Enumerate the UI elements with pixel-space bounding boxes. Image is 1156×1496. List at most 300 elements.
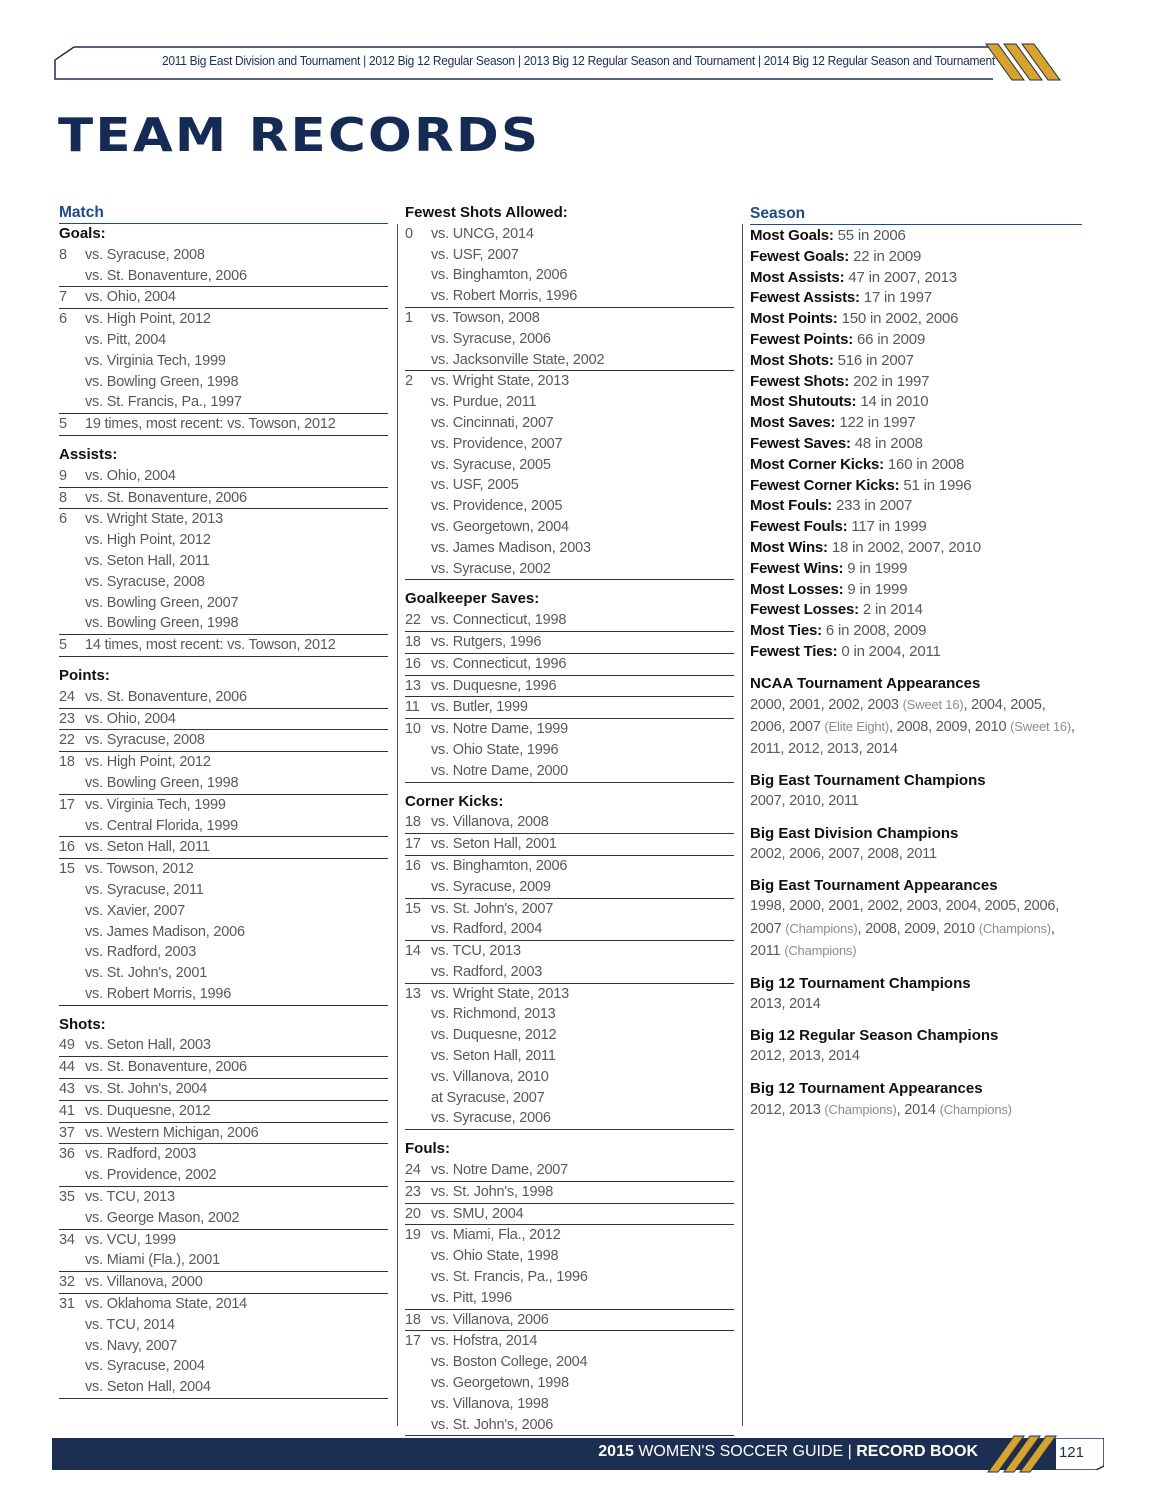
record-value: 10 [405, 721, 421, 738]
record-row [59, 266, 388, 287]
season-record-label: Most Saves: [750, 414, 836, 432]
record-value [59, 330, 85, 351]
achievement-note: (Sweet 16) [1010, 719, 1072, 735]
record-value: 18 [405, 633, 421, 650]
record-row [59, 1336, 388, 1357]
record-row [405, 434, 734, 455]
record-row [405, 719, 734, 740]
record-row [405, 224, 734, 245]
record-row [59, 752, 388, 773]
record-opponent: vs. Seton Hall, 2004 [85, 1379, 211, 1396]
season-record-label: Most Points: [750, 310, 838, 328]
record-row [59, 837, 388, 858]
achievement-text: , 2011 [750, 920, 1055, 960]
record-group [405, 1310, 734, 1332]
record-row [405, 834, 734, 855]
achievement-text: 2012, 2013, 2014 [750, 1048, 860, 1065]
record-opponent: vs. Notre Dame, 1999 [431, 721, 569, 738]
record-row [59, 635, 388, 656]
season-record-label: Most Corner Kicks: [750, 455, 884, 473]
footer-separator: | [847, 1443, 852, 1460]
season-record-label: Fewest Ties: [750, 642, 838, 660]
record-value [405, 1288, 431, 1309]
season-record-value: 2 in 2014 [862, 601, 923, 619]
record-value: 5 [59, 416, 67, 433]
record-row [405, 1025, 734, 1046]
record-row [405, 1373, 734, 1394]
record-row [405, 1352, 734, 1373]
record-opponent: vs. St. Bonaventure, 2006 [85, 1059, 247, 1076]
record-row [59, 1144, 388, 1165]
record-value [405, 475, 431, 496]
record-row [405, 654, 734, 675]
record-value: 18 [405, 814, 421, 831]
gold-stripes-logo [984, 40, 1064, 84]
record-opponent: vs. Ohio, 2004 [85, 710, 176, 727]
record-row [405, 286, 734, 307]
record-group [405, 984, 734, 1131]
record-opponent: vs. Boston College, 2004 [431, 1354, 588, 1371]
record-value [59, 901, 85, 922]
record-value [59, 1315, 85, 1336]
record-opponent: vs. Rutgers, 1996 [431, 633, 542, 650]
record-value [59, 773, 85, 794]
record-row [59, 1356, 388, 1377]
record-row [405, 245, 734, 266]
match-records-column [59, 203, 388, 1399]
achievement-title: Big 12 Tournament Champions [750, 974, 971, 992]
record-opponent: vs. Duquesne, 1996 [431, 677, 557, 694]
record-opponent: vs. Villanova, 2006 [431, 1311, 549, 1328]
achievement-text: , 2014 [896, 1101, 940, 1118]
record-row [59, 593, 388, 614]
record-value [59, 1250, 85, 1271]
record-value: 16 [59, 839, 75, 856]
record-value [405, 1394, 431, 1415]
season-record-value: 150 in 2002, 2006 [841, 310, 959, 328]
season-record-row [750, 476, 1082, 497]
record-opponent: vs. Purdue, 2011 [431, 394, 537, 411]
record-group [59, 245, 388, 288]
record-group [405, 697, 734, 719]
section-gap [59, 657, 388, 666]
record-row [59, 984, 388, 1005]
record-opponent: vs. USF, 2007 [431, 246, 519, 263]
record-group [59, 837, 388, 859]
record-row [59, 351, 388, 372]
achievement-years [750, 994, 1082, 1016]
record-group [405, 1331, 734, 1436]
record-opponent: vs. Villanova, 2010 [431, 1068, 549, 1085]
record-opponent: vs. Navy, 2007 [85, 1337, 178, 1354]
record-opponent: vs. Bowling Green, 1998 [85, 615, 239, 632]
record-row [405, 413, 734, 434]
record-row [59, 1035, 388, 1056]
record-row [405, 559, 734, 580]
record-value [405, 1415, 431, 1436]
record-group [59, 635, 388, 657]
record-row [405, 475, 734, 496]
record-value [405, 877, 431, 898]
record-row [59, 1187, 388, 1208]
record-opponent: vs. TCU, 2014 [85, 1316, 175, 1333]
record-opponent: vs. Connecticut, 1996 [431, 655, 567, 672]
record-row [59, 551, 388, 572]
record-group [59, 795, 388, 838]
record-row [59, 816, 388, 837]
record-group [405, 812, 734, 834]
record-value [405, 1025, 431, 1046]
achievement-text: , 2011, 2012, 2013, 2014 [750, 719, 1075, 757]
season-record-row [750, 496, 1082, 517]
season-record-row [750, 642, 1082, 663]
record-opponent: 14 times, most recent: vs. Towson, 2012 [85, 637, 336, 654]
season-record-row [750, 621, 1082, 642]
record-row [405, 812, 734, 833]
record-row [59, 730, 388, 751]
season-record-row [750, 351, 1082, 372]
footer-title [598, 1443, 978, 1461]
record-value [405, 1373, 431, 1394]
season-record-row [750, 226, 1082, 247]
record-row [59, 1272, 388, 1293]
season-record-value: 9 in 1999 [847, 580, 908, 598]
record-value: 31 [59, 1296, 75, 1313]
record-value: 11 [405, 699, 420, 716]
record-value [59, 593, 85, 614]
season-record-value: 22 in 2009 [853, 247, 922, 265]
record-row [59, 1101, 388, 1122]
record-row [405, 517, 734, 538]
record-opponent: vs. SMU, 2004 [431, 1205, 524, 1222]
footer-record-book: RECORD BOOK [851, 1443, 978, 1460]
season-record-label: Fewest Fouls: [750, 518, 848, 536]
record-group [405, 1225, 734, 1309]
record-opponent: vs. Syracuse, 2009 [431, 878, 551, 895]
record-group [59, 1187, 388, 1230]
column-divider [742, 224, 743, 1426]
record-value [405, 761, 431, 782]
record-row [405, 1267, 734, 1288]
achievement-text: , 2008, 2009, 2010 [857, 920, 979, 937]
achievement-title: Big 12 Tournament Appearances [750, 1079, 983, 1097]
record-opponent: vs. Ohio State, 1998 [431, 1248, 559, 1265]
record-value: 13 [405, 677, 421, 694]
footer-stripes-logo [984, 1434, 1064, 1474]
record-group [405, 941, 734, 984]
match-sections-2 [405, 203, 734, 1436]
record-value: 23 [405, 1183, 421, 1200]
season-record-row [750, 517, 1082, 538]
record-row [405, 962, 734, 983]
achievement-title: Big East Tournament Appearances [750, 877, 998, 895]
record-group [59, 414, 388, 436]
record-opponent: vs. Seton Hall, 2011 [85, 552, 210, 569]
footer-bar [52, 1438, 1104, 1470]
record-row [59, 922, 388, 943]
record-opponent: vs. Robert Morris, 1996 [85, 985, 232, 1002]
record-value [59, 572, 85, 593]
record-group [405, 1182, 734, 1204]
season-record-value: 55 in 2006 [837, 227, 906, 244]
record-value: 22 [405, 612, 421, 629]
record-opponent: vs. Seton Hall, 2001 [431, 836, 557, 853]
record-group [59, 1144, 388, 1187]
record-value: 8 [59, 489, 67, 506]
season-record-label: Fewest Goals: [750, 247, 850, 265]
season-record-label: Fewest Assists: [750, 289, 860, 307]
record-value [405, 434, 431, 455]
record-group [59, 1230, 388, 1273]
record-row [405, 1004, 734, 1025]
record-opponent: vs. Virginia Tech, 1999 [85, 796, 226, 813]
season-record-label: Most Fouls: [750, 497, 832, 515]
record-group [59, 1079, 388, 1101]
record-value: 15 [405, 900, 421, 917]
record-value [59, 1165, 85, 1186]
record-value [59, 613, 85, 634]
record-opponent: vs. Syracuse, 2006 [431, 1110, 551, 1127]
record-row [59, 880, 388, 901]
season-record-value: 0 in 2004, 2011 [841, 642, 941, 660]
record-value [59, 963, 85, 984]
record-opponent: vs. Georgetown, 2004 [431, 518, 569, 535]
season-record-row [750, 559, 1082, 580]
match-heading: Match [59, 203, 388, 224]
achievement-years [750, 896, 1082, 963]
record-row [405, 676, 734, 697]
season-record-label: Most Goals: [750, 227, 834, 244]
record-value [59, 351, 85, 372]
section-gap [59, 436, 388, 445]
record-row [405, 610, 734, 631]
record-opponent: vs. Ohio, 2004 [85, 467, 176, 484]
record-value [405, 919, 431, 940]
record-row [405, 1067, 734, 1088]
record-value: 0 [405, 225, 413, 242]
record-value [59, 372, 85, 393]
record-section-title: Goalkeeper Saves: [405, 590, 540, 608]
record-value: 49 [59, 1037, 75, 1054]
record-row [59, 392, 388, 413]
record-opponent: vs. Radford, 2003 [85, 1146, 197, 1163]
record-opponent: vs. High Point, 2012 [85, 311, 211, 328]
record-row [405, 1088, 734, 1109]
achievement-title: Big 12 Regular Season Champions [750, 1027, 999, 1045]
record-value [59, 266, 85, 287]
record-value [405, 559, 431, 580]
record-value: 16 [405, 655, 421, 672]
record-row [405, 1182, 734, 1203]
achievement-years [750, 844, 1082, 866]
season-record-label: Most Wins: [750, 538, 828, 556]
season-record-row [750, 247, 1082, 268]
achievement-years [750, 1099, 1082, 1122]
record-group [59, 287, 388, 309]
record-row [59, 466, 388, 487]
season-record-value: 9 in 1999 [847, 559, 908, 577]
section-gap [405, 580, 734, 589]
record-row [59, 1315, 388, 1336]
record-row [59, 488, 388, 509]
record-row [59, 687, 388, 708]
season-record-label: Most Assists: [750, 268, 845, 286]
season-record-row [750, 309, 1082, 330]
achievement-title: Big East Tournament Champions [750, 772, 986, 790]
record-row [405, 455, 734, 476]
record-row [59, 245, 388, 266]
season-record-label: Fewest Points: [750, 330, 854, 348]
record-opponent: vs. Bowling Green, 2007 [85, 594, 239, 611]
record-value [405, 496, 431, 517]
record-group [59, 1057, 388, 1079]
record-opponent: vs. George Mason, 2002 [85, 1209, 240, 1226]
section-gap [59, 1006, 388, 1015]
achievement-text: 2012, 2013 [750, 1101, 825, 1118]
record-row [405, 1225, 734, 1246]
record-group [59, 488, 388, 510]
achievement-text: 2000, 2001, 2002, 2003 [750, 696, 903, 713]
record-row [59, 859, 388, 880]
record-opponent: vs. Binghamton, 2006 [431, 267, 568, 284]
record-value [405, 413, 431, 434]
record-opponent: vs. Wright State, 2013 [431, 985, 569, 1002]
record-opponent: vs. Providence, 2007 [431, 435, 563, 452]
record-opponent: 19 times, most recent: vs. Towson, 2012 [85, 416, 336, 433]
record-value [59, 530, 85, 551]
record-opponent: vs. Virginia Tech, 1999 [85, 352, 226, 369]
record-opponent: vs. St. Bonaventure, 2006 [85, 489, 247, 506]
record-row [59, 1123, 388, 1144]
record-value: 41 [59, 1102, 75, 1119]
record-value: 5 [59, 637, 67, 654]
record-group [59, 466, 388, 488]
season-record-label: Fewest Shots: [750, 372, 850, 390]
season-record-label: Fewest Wins: [750, 559, 844, 577]
record-value [405, 265, 431, 286]
record-group [405, 834, 734, 856]
season-record-value: 160 in 2008 [887, 455, 965, 473]
record-group [59, 1294, 388, 1399]
record-value: 43 [59, 1081, 75, 1098]
record-opponent: vs. St. John's, 2001 [85, 965, 208, 982]
record-opponent: vs. Providence, 2002 [85, 1167, 217, 1184]
record-opponent: vs. Duquesne, 2012 [85, 1102, 211, 1119]
record-group [59, 1272, 388, 1294]
season-record-value: 48 in 2008 [854, 434, 923, 452]
record-group [59, 1123, 388, 1145]
season-record-value: 6 in 2008, 2009 [825, 622, 927, 640]
record-opponent: vs. St. Francis, Pa., 1997 [85, 394, 242, 411]
record-opponent: vs. Syracuse, 2008 [85, 573, 205, 590]
record-row [405, 1108, 734, 1129]
season-record-label: Fewest Saves: [750, 434, 851, 452]
record-row [59, 1377, 388, 1398]
record-row [59, 1208, 388, 1229]
record-value: 36 [59, 1146, 75, 1163]
record-value: 17 [405, 1333, 421, 1350]
record-row [405, 1288, 734, 1309]
record-opponent: vs. Syracuse, 2004 [85, 1358, 205, 1375]
record-section-title: Fouls: [405, 1140, 450, 1158]
record-opponent: vs. VCU, 1999 [85, 1231, 176, 1248]
season-record-value: 17 in 1997 [863, 289, 932, 307]
record-row [405, 371, 734, 392]
record-row [405, 392, 734, 413]
record-value: 18 [59, 754, 75, 771]
record-value [59, 1377, 85, 1398]
achievement-text: 2013, 2014 [750, 995, 821, 1012]
record-row [59, 963, 388, 984]
record-row [59, 572, 388, 593]
record-row [59, 1250, 388, 1271]
record-opponent: vs. Villanova, 2008 [431, 814, 549, 831]
record-row [59, 414, 388, 435]
record-row [59, 1230, 388, 1251]
record-opponent: vs. Jacksonville State, 2002 [431, 351, 605, 368]
record-section-title: Fewest Shots Allowed: [405, 204, 568, 221]
record-group [405, 899, 734, 942]
record-group [405, 610, 734, 632]
record-row [405, 350, 734, 371]
record-opponent: vs. Radford, 2003 [85, 944, 197, 961]
record-opponent: vs. TCU, 2013 [85, 1189, 175, 1206]
record-group [405, 676, 734, 698]
record-opponent: vs. Cincinnati, 2007 [431, 414, 554, 431]
record-row [405, 1160, 734, 1181]
season-record-value: 51 in 1996 [903, 476, 972, 494]
record-value: 15 [59, 861, 75, 878]
season-record-row [750, 372, 1082, 393]
season-records-list [750, 226, 1082, 663]
record-row [59, 309, 388, 330]
record-value [405, 1067, 431, 1088]
record-row [59, 1057, 388, 1078]
record-value [59, 942, 85, 963]
season-record-row [750, 392, 1082, 413]
record-row [405, 632, 734, 653]
record-row [405, 984, 734, 1005]
record-value: 7 [59, 289, 67, 306]
achievement-text: , 2008, 2009, 2010 [889, 719, 1011, 736]
record-value: 34 [59, 1231, 75, 1248]
record-opponent: vs. Miami (Fla.), 2001 [85, 1252, 220, 1269]
record-opponent: vs. Central Florida, 1999 [85, 817, 238, 834]
record-value: 16 [405, 857, 421, 874]
record-value: 9 [59, 467, 67, 484]
season-record-row [750, 580, 1082, 601]
record-opponent: vs. Syracuse, 2006 [431, 330, 551, 347]
record-value [59, 880, 85, 901]
record-opponent: vs. Villanova, 2000 [85, 1274, 203, 1291]
record-group [405, 224, 734, 308]
season-record-row [750, 330, 1082, 351]
record-opponent: vs. Wright State, 2013 [85, 511, 223, 528]
record-value [59, 816, 85, 837]
season-achievements [750, 673, 1082, 1122]
season-record-value: 233 in 2007 [835, 497, 913, 515]
achievement-years [750, 694, 1082, 761]
record-value [405, 1352, 431, 1373]
record-group [59, 509, 388, 635]
season-record-row [750, 600, 1082, 621]
season-record-label: Fewest Corner Kicks: [750, 476, 900, 494]
record-value [405, 329, 431, 350]
record-section-title: Assists: [59, 445, 118, 463]
record-group [405, 1160, 734, 1182]
record-row [405, 329, 734, 350]
record-opponent: vs. Syracuse, 2005 [431, 456, 551, 473]
